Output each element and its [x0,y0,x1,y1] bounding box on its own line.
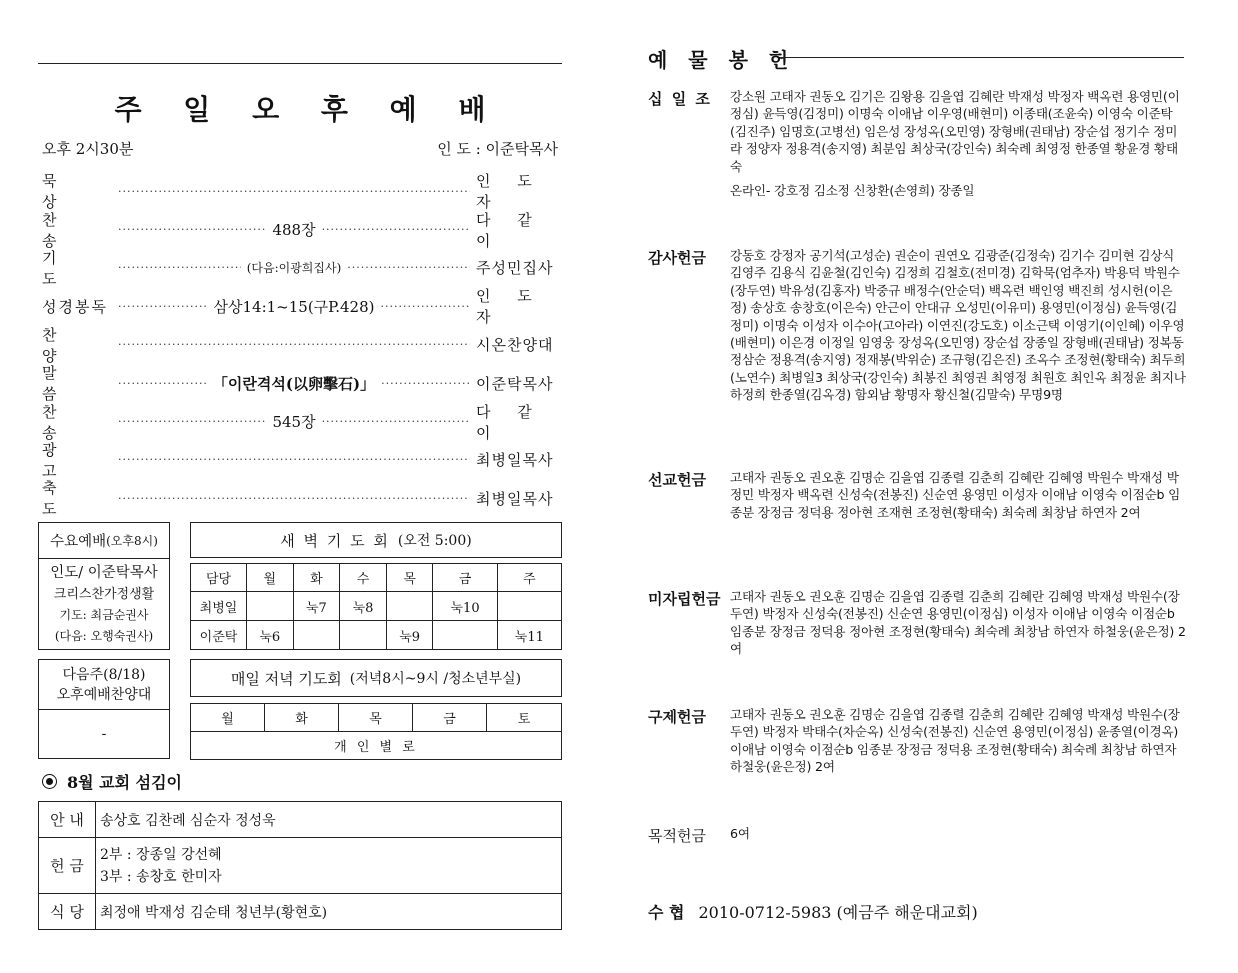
offering-label: 미자립헌금 [648,590,721,608]
order-label-text: 광 고 [42,440,97,480]
order-person [470,285,558,327]
table-cell: 눅6 [247,621,294,650]
heading-rule [782,57,1184,58]
order-person [470,488,558,509]
order-label-text: 묵 상 [42,172,97,212]
offering-names-text: 고태자 권동오 권오훈 김명순 김을엽 김종렬 김춘희 김혜란 김혜영 박재성 박원수(장두연) 박정자 박태수(차순옥) 신성숙(전봉진) 신순연 용영민(이정심) 윤종열(이경옥) 이애남 이영숙 이점순b 임종분 장정금 정덕용 조정현(황태숙) 최숙례 최창남 하연자 하철웅(윤은정) 2여 [730,707,1180,775]
dot-leader [118,415,266,428]
volunteer-role: 헌 금 [39,838,96,894]
dot-leader [347,261,470,274]
table-header-cell: 주 [497,564,561,592]
evening-prayer-time: (저녁8시~9시 /청소년부실) [349,671,522,687]
offering-missions [648,469,1188,521]
sermon-title: 「이란격석(以卵擊石)」 [212,374,376,393]
order-detail: 488장 [272,221,316,240]
bullet-circle-icon [42,774,57,789]
evening-prayer-header [190,659,562,697]
table-cell: 개 인 별 로 [191,732,562,760]
table-cell: 눅7 [293,592,340,621]
table-row [191,621,562,650]
page-title: 주 일 오 후 예 배 [114,93,502,126]
table-header-cell: 목 [339,704,413,732]
order-item [42,364,558,402]
wednesday-topic: 크리스찬가정생활 [53,587,155,602]
offering-names-text: 강동호 강정자 공기석(고성순) 권순이 권연오 김광준(김정숙) 김기수 김미현 김상식 김영주 김용식 김윤철(김인숙) 김정희 김철호(전미경) 김학묵(엄추자) 박용덕 박원수(장두연) 박유성(김홍자) 박중규 배정수(안순덕) 백옥련 백인영 백진희 성시헌(이은정) 송상호 송창호(이은숙) 안근이 안대규 오성민(이유미) 용영민(이정심) 윤득영(김정미) 이명숙 이성자 이수아(고아라) 이연진(강도호) 이소근택 이영기(이인혜) 이우영(배현미) 이은경 이정일 임영웅 장성옥(오민영) 장순섭 장종일 장형배(권태남) 정복동 정삼순 정용격(송지영) 정재봉(박위순) 조규형(김은진) 조옥수 조정현(황태숙) 최두희(노연수) 최병일3 최상국(강인숙) 최봉진 최영권 최영정 최원호 최인옥 최정윤 최지나 하정희 한종열(김옥경) 함외남 황명자 황신철(김말숙) 무명9명 [730,248,1186,403]
order-label [42,296,118,317]
table-cell [386,592,433,621]
offering-tithe [648,88,1188,199]
table-header-cell: 금 [413,704,487,732]
wednesday-next: (다음: 오행숙권사) [54,629,154,643]
order-item [42,441,558,479]
order-person [470,373,558,394]
order-label-text: 찬 양 [42,325,97,365]
wednesday-service-box [38,522,170,650]
next-week-header [39,660,169,710]
next-week-choir-box [38,659,170,759]
order-leader-dots [118,492,470,505]
volunteer-names: 3부 : 송창호 한미자 [100,868,222,885]
order-person-text: 인 도 자 [476,172,543,212]
order-label-text: 축 도 [42,479,97,519]
offering-names [730,88,1188,199]
table-header-cell: 월 [191,704,265,732]
table-row [191,592,562,621]
wednesday-prayer: 기도: 최금순권사 [59,608,149,622]
table-header-row [191,564,562,592]
dawn-prayer-title: 새 벽 기 도 회 [280,531,390,550]
table-row [39,894,562,930]
offering-names-text: 강소원 고태자 권동오 김기은 김왕용 김을엽 김혜란 박재성 박정자 백옥련 용영민(이정심) 윤득영(김정미) 이명숙 이애남 이우영(배현미) 이종태(조윤숙) 이영숙 이준탁(김진주) 임명호(고병선) 임은성 장성옥(오민영) 장형배(권태남) 장순섭 정기수 정미라 정양자 정용격(송지영) 최분임 최상국(강인숙) 최숙례 최영정 한종열 황윤경 황태숙 [730,89,1180,174]
order-person-text: 최병일목사 [476,451,554,470]
order-person [470,170,558,212]
top-rule [38,63,562,64]
table-cell: 눅8 [340,592,387,621]
volunteers-title: 8월 교회 섬김이 [67,773,183,792]
order-leader-dots [118,259,470,276]
table-cell [247,592,294,621]
dot-leader [381,377,470,390]
dot-leader [118,377,207,390]
volunteer-names: 최정애 박재성 김순태 청년부(황현호) [96,894,562,930]
volunteer-names: 송상호 김찬례 심순자 정성욱 [96,802,562,838]
order-label [42,324,118,366]
dot-leader [118,223,266,236]
order-label [42,209,118,251]
order-item [42,249,558,287]
dot-leader [118,338,470,351]
table-cell [497,592,561,621]
offering-label: 선교헌금 [648,471,706,489]
offering-label: 감사헌금 [648,249,706,267]
table-header-cell: 화 [265,704,339,732]
order-leader-dots [118,296,470,317]
order-person-text: 이준탁목사 [476,374,554,393]
table-header-cell: 금 [433,564,497,592]
table-cell [293,621,340,650]
dawn-prayer-time: (오전 5:00) [397,533,472,549]
order-detail: 삼상14:1~15(구P.428) [213,297,375,316]
service-leader: 인 도 : 이준탁목사 [437,140,558,158]
dawn-prayer-table [190,563,562,650]
next-week-date: 다음주(8/18) [62,666,146,683]
table-cell: 눅10 [433,592,497,621]
order-label-text: 찬 송 [42,402,97,442]
order-label [42,401,118,443]
volunteer-names-cell [96,838,562,894]
bank-name: 수 협 [648,903,685,922]
order-label-text: 찬 송 [42,210,97,250]
offering-online: 온라인- 강호정 김소정 신창환(손영희) 장종일 [730,183,975,199]
order-item [42,326,558,364]
next-week-value: - [101,726,107,742]
table-cell: 최병일 [191,592,247,621]
table-cell: 눅9 [386,621,433,650]
table-row [191,732,562,760]
order-item [42,402,558,440]
bank-account [648,900,978,923]
time-row [42,138,558,159]
order-label [42,247,118,289]
dot-leader [118,453,470,466]
order-label [42,477,118,519]
table-header-cell: 월 [247,564,294,592]
offering-unsupported-churches [648,588,1188,658]
volunteer-role: 식 당 [39,894,96,930]
order-leader-dots [118,411,470,432]
order-leader-dots [118,185,470,198]
table-header-row [191,704,562,732]
order-label-text: 성경봉독 [42,297,108,316]
order-person [470,209,558,251]
order-of-service [42,172,558,518]
order-person-text: 주성민집사 [476,259,554,278]
offering-names-text: 고태자 권동오 권오훈 김명순 김을엽 김종렬 김춘희 김혜란 김혜영 박재성 박원수(장두연) 박정자 신성숙(전봉진) 신순연 용영민(이정심) 이성자 이애남 이영숙 이점순b 임종분 장정금 정덕용 정아현 조정현(황태숙) 최숙례 최창남 하연자 하철웅(윤은정) 2여 [730,589,1186,657]
order-label [42,439,118,481]
dot-leader [380,300,470,313]
table-cell [433,621,497,650]
order-leader-dots [118,338,470,351]
order-person-text: 최병일목사 [476,489,554,508]
offering-label: 구제헌금 [648,708,706,726]
offerings-heading: 예 물 봉 헌 [648,48,796,72]
wednesday-title-row [39,523,169,559]
dot-leader [118,261,241,274]
order-label-text: 기 도 [42,248,97,288]
order-item [42,479,558,517]
wednesday-title: 수요예배 [50,534,107,550]
bank-account-number: 2010-0712-5983 (예금주 해운대교회) [698,903,978,922]
volunteer-names: 2부 : 장종일 강선혜 [100,846,222,863]
table-header-cell: 목 [386,564,433,592]
table-cell: 눅11 [497,621,561,650]
dot-leader [322,223,470,236]
order-leader-dots [118,219,470,240]
offering-thanks [648,247,1188,404]
wednesday-time: (오후8시) [106,534,158,548]
order-person [470,257,558,278]
dot-leader [118,492,470,505]
table-cell [340,621,387,650]
order-person-text: 다 같 이 [476,402,543,442]
order-person-text: 인 도 자 [476,287,543,327]
order-item [42,172,558,210]
order-item [42,287,558,325]
offering-designated [648,825,1188,846]
order-leader-dots [118,373,470,394]
table-header-cell: 토 [487,704,562,732]
order-person-text: 다 같 이 [476,210,543,250]
volunteers-table [38,801,562,930]
dawn-prayer-header [190,522,562,558]
order-detail: 545장 [272,413,316,432]
evening-prayer-table [190,703,562,760]
table-row [39,838,562,894]
worship-order-column [38,0,562,973]
dot-leader [322,415,470,428]
order-label [42,362,118,404]
table-header-cell: 담당 [191,564,247,592]
order-person [470,401,558,443]
wednesday-leader: 인도/ 이준탁목사 [50,565,158,581]
order-detail: (다음:이광희집사) [246,261,342,276]
order-item [42,210,558,248]
offering-names-text: 고태자 권동오 권오훈 김명순 김을엽 김종렬 김춘희 김혜란 김혜영 박원수 박재성 박정민 박정자 백옥련 신성숙(전봉진) 신순연 용영민 이성자 이애남 이영숙 이점순b 임종분 장정금 정덕용 정아현 조재현 조정현(황태숙) 최숙례 최창남 하연자 2여 [730,470,1181,520]
dot-leader [118,300,208,313]
table-row [39,802,562,838]
offering-label: 목적헌금 [648,827,706,845]
order-label [42,170,118,212]
evening-prayer-title: 매일 저녁 기도회 [230,669,342,688]
next-week-label: 오후예배찬양대 [56,686,152,703]
order-label-text: 말 씀 [42,364,97,404]
offering-names-text: 6여 [730,826,750,841]
wednesday-details [39,559,169,647]
order-person [470,334,558,355]
offering-relief [648,706,1188,776]
offerings-column [648,0,1188,973]
dot-leader [118,185,470,198]
volunteer-role: 안 내 [39,802,96,838]
order-leader-dots [118,453,470,466]
order-person-text: 시온찬양대 [476,336,554,355]
offering-label [648,88,730,199]
service-time: 오후 2시30분 [42,140,134,158]
offering-label-text: 십 일 조 [648,90,712,108]
table-header-cell: 화 [293,564,340,592]
table-cell: 이준탁 [191,621,247,650]
volunteers-title-row [42,770,182,793]
table-header-cell: 수 [340,564,387,592]
order-person [470,449,558,470]
